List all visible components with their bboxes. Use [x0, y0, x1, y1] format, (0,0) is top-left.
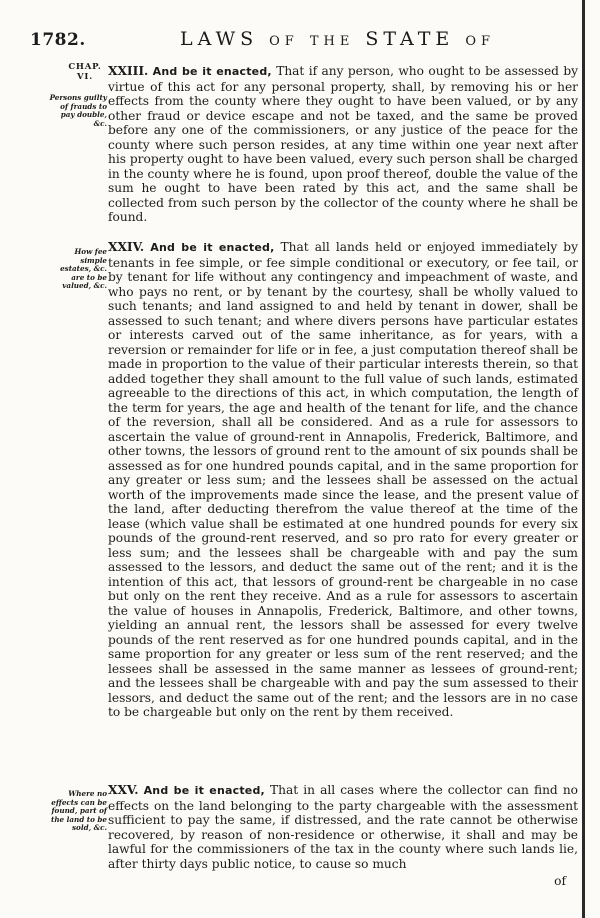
enacting-clause: And be it enacted,	[150, 241, 275, 254]
margin-note-xxiii: Persons guilty of frauds to pay double, &c.	[49, 93, 107, 128]
catchword: of	[554, 874, 566, 888]
section-xxv	[108, 783, 578, 871]
section-number: XXIII.	[108, 64, 149, 78]
enacting-clause: And be it enacted,	[152, 65, 272, 78]
binding-edge-rule	[582, 0, 585, 918]
margin-note-xxiv: How fee simple estates, &c. are to be valued, &c.	[60, 247, 107, 291]
chapter-number: VI.	[77, 72, 93, 82]
page-year: 1782.	[30, 30, 86, 50]
running-title: LAWS of the STATE of	[180, 28, 495, 50]
section-text: That in all cases where the collector can find no effects on the land belonging to the party chargeable with the assessment sufficient to pay the same, if distressed, and the rate cannot be otherwise recovered, by reason of non-residence or otherwise, it shall and may be lawful for the commissioners of the tax in the county where such lands lie, after thirty days public notice, to cause so much	[108, 783, 579, 871]
margin-note-xxv: Where no effects can be found, part of the land to be sold, &c.	[51, 789, 107, 833]
section-number: XXIV.	[108, 240, 145, 254]
enacting-clause: And be it enacted,	[143, 784, 265, 797]
section-number: XXV.	[108, 783, 139, 797]
section-text: That if any person, who ought to be assessed by virtue of this act for any personal property, shall, by removing his or her effects from the county where they ought to have been valued, or by any other fraud or device escape and not be taxed, and the same be proved before any one of the commissioners, or any justice of the peace for the county where such person resides, at any time within one year next after his property ought to have been valued, every such person shall be charged in the county where he is found, upon proof thereof, double the value of the sum he ought to have been rated by this act, and the same shall be collected from such person by the collector of the county where he shall be found.	[108, 64, 579, 224]
chapter-heading	[60, 62, 110, 82]
chapter-label: CHAP.	[68, 62, 102, 72]
section-xxiv	[108, 240, 578, 720]
section-text: That all lands held or enjoyed immediately by tenants in fee simple, or fee simple conditional or executory, or fee tail, or by tenant for life without any contingency and impeachment of waste, and who pays no rent, or by tenant by the courtesy, shall be wholly valued to such tenants; and land assigned to and held by tenant in dower, shall be assessed to such tenant; and where divers persons have particular estates or interests carved out of the same inheritance, as for years, with a reversion or remainder for life or in fee, a just computation thereof shall be made in proportion to the value of their particular interests therein, so that added together they shall amount to the full value of such lands, estimated agreeable to the directions of this act, in which computation, the length of the term for years, the age and health of the tenant for life, and the chance of the reversion, shall all be considered. And as a rule for assessors to ascertain the value of ground-rent in Annapolis, Frederick, Baltimore, and other towns, the lessors of ground rent to the amount of six pounds shall be assessed as for one hundred pounds capital, and in the same proportion for any greater or less sum; and the lessees shall be assessed on the actual worth of the improvements made since the lease, and the present value of the land, after deducting therefrom the value thereof at the time of the lease (which value shall be estimated at one hundred pounds for every six pounds of the ground-rent reserved, and so pro rato for every greater or less sum; and the lessees shall be chargeable with and pay the sum assessed to the lessors, and deduct the same out of the rent; and it is the intention of this act, that lessors of ground-rent be chargeable in no case but only on the rent they receive. And as a rule for assessors to ascertain the value of houses in Annapolis, Frederick, Baltimore, and other towns, yielding an annual rent, the lessors shall be assessed for every twelve pounds of the rent reserved as for one hundred pounds capital, and in the same proportion for any greater or less sum of the rent reserved; and the lessees shall be assessed in the same manner as lessees of ground-rent; and the lessees shall be chargeable with and pay the sum assessed to their lessors, and deduct the same out of the rent; and the lessors are in no case to be chargeable but only on the rent by them received.	[108, 240, 578, 719]
section-xxiii	[108, 64, 578, 225]
page-header	[30, 26, 578, 54]
